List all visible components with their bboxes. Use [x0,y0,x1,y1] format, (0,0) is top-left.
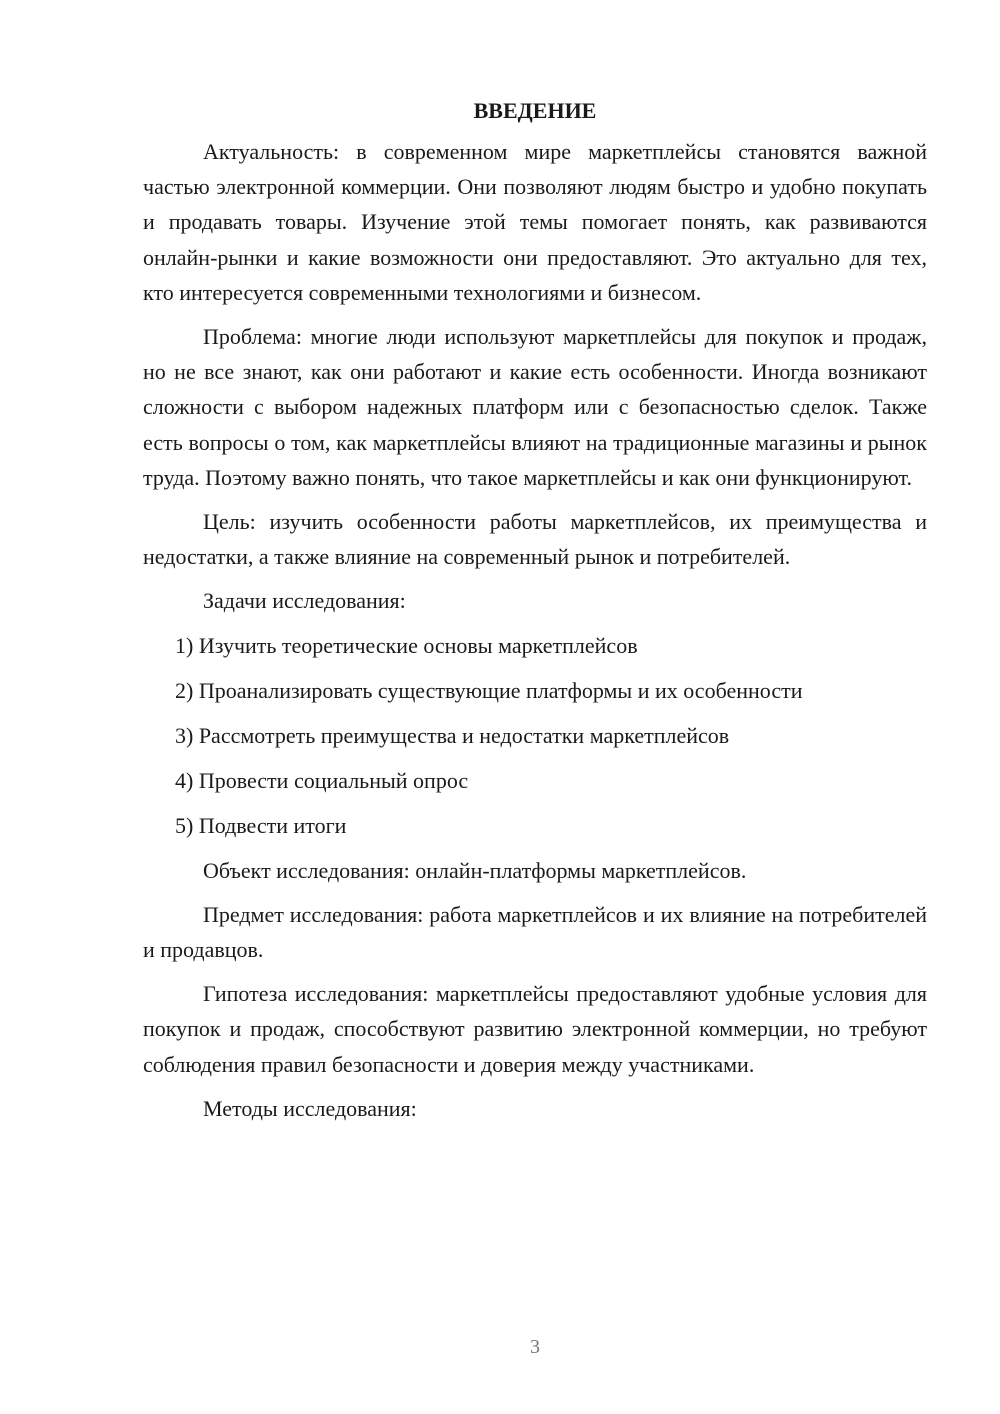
paragraph-subject: Предмет исследования: работа маркетплейсов и их влияние на потребителей и продавцов. [143,901,927,963]
paragraph-problem: Проблема: многие люди используют маркетплейсы для покупок и продаж, но не все знают, как они работают и какие есть особенности. Иногда возникают сложности с выбором надежных платформ или с безопасностью сделок. Также есть вопросы о том, как маркетплейсы влияют на традиционные магазины и рынок труда. Поэтому важно понять, что такое маркетплейсы и как они функционируют. [143,324,927,490]
paragraph-tasks-heading: Задачи исследования: [203,588,406,614]
paragraph-methods-heading: Методы исследования: [203,1095,417,1121]
page-content [143,94,927,1135]
page-title: ВВЕДЕНИЕ [473,98,597,123]
paragraph-object: Объект исследования: онлайн-платформы маркетплейсов. [203,857,747,883]
list-item: 2) Проанализировать существующие платформы и их особенности [175,677,803,703]
page-number: 3 [530,1336,540,1358]
paragraph-hypothesis: Гипотеза исследования: маркетплейсы предоставляют удобные условия для покупок и продаж, способствуют развитию электронной коммерции, но требуют соблюдения правил безопасности и доверия между участниками. [143,981,927,1077]
paragraph-relevance: Актуальность: в современном мире маркетплейсы становятся важной частью электронной коммерции. Они позволяют людям быстро и удобно покупать и продавать товары. Изучение этой темы помогает понять, как развиваются онлайн-рынки и какие возможности они предоставляют. Это актуально для тех, кто интересуется современными технологиями и бизнесом. [143,139,927,305]
list-item: 1) Изучить теоретические основы маркетплейсов [175,632,638,658]
list-item: 5) Подвести итоги [175,812,347,838]
list-item: 3) Рассмотреть преимущества и недостатки маркетплейсов [175,722,730,748]
list-item: 4) Провести социальный опрос [175,767,469,793]
tasks-list [143,628,927,843]
paragraph-goal: Цель: изучить особенности работы маркетплейсов, их преимущества и недостатки, а также влияние на современный рынок и потребителей. [143,509,927,570]
